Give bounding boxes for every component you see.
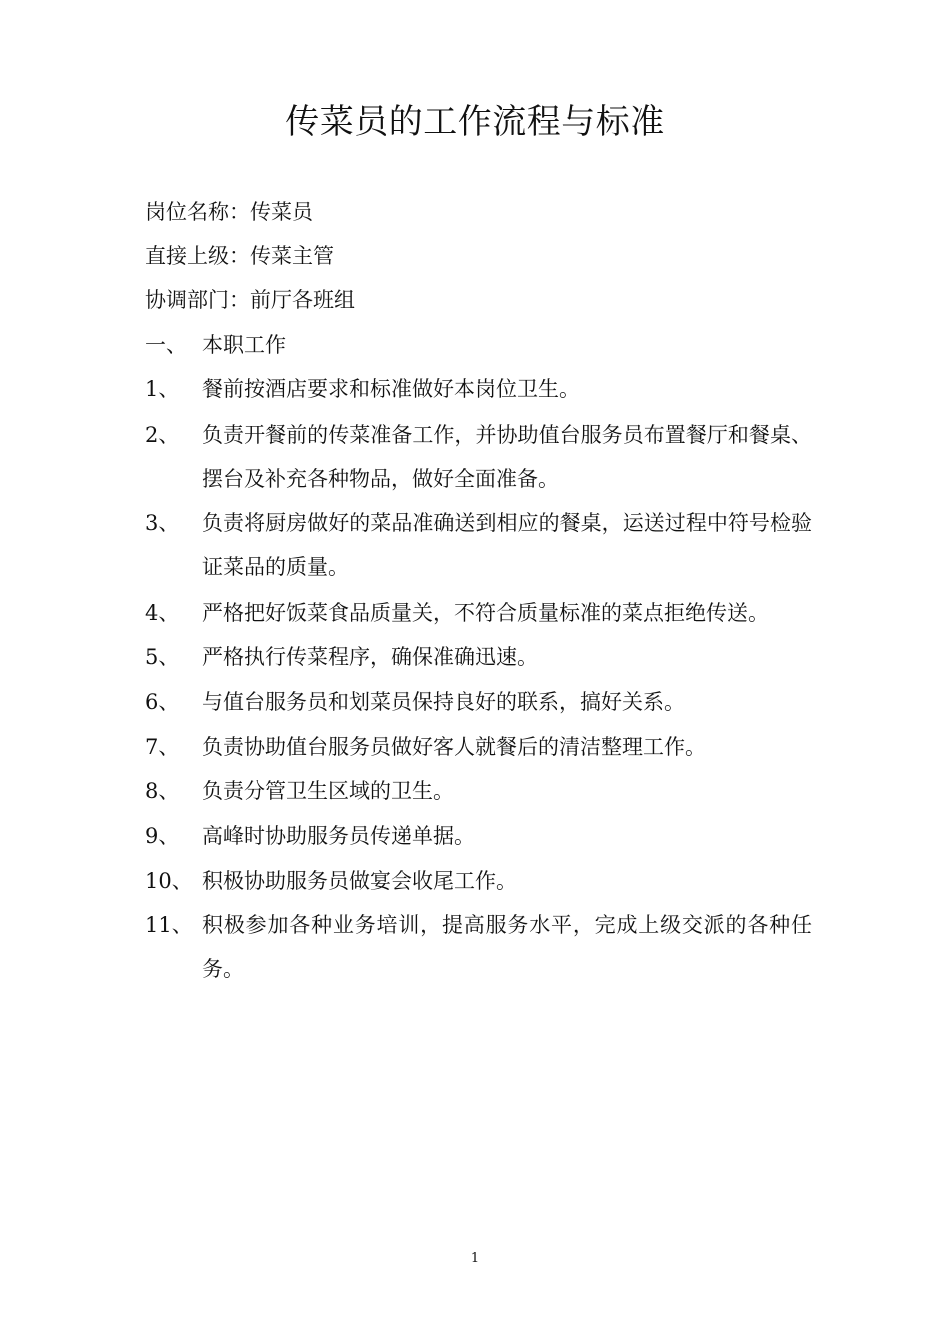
list-item-number: 6、 <box>145 690 180 714</box>
list-item-text: 严格执行传菜程序，确保准确迅速。 <box>202 645 538 669</box>
list-item-number: 3、 <box>145 511 180 535</box>
list-item-text: 负责开餐前的传菜准备工作，并协助值台服务员布置餐厅和餐桌、摆台及补充各种物品，做好全面准备。 <box>202 423 812 491</box>
position-name-line: 岗位名称：传菜员 <box>145 200 313 224</box>
list-item-text: 积极协助服务员做宴会收尾工作。 <box>202 869 517 893</box>
list-item-number: 10、 <box>145 869 193 893</box>
list-item-text: 负责将厨房做好的菜品准确送到相应的餐桌，运送过程中符号检验证菜品的质量。 <box>202 511 812 579</box>
section-title: 本职工作 <box>202 333 286 357</box>
list-item-number: 2、 <box>145 423 180 447</box>
section-number: 一、 <box>145 333 187 357</box>
list-item-number: 7、 <box>145 735 180 759</box>
list-item-text: 与值台服务员和划菜员保持良好的联系，搞好关系。 <box>202 690 685 714</box>
list-item-number: 11、 <box>145 913 193 937</box>
list-item-text: 严格把好饭菜食品质量关，不符合质量标准的菜点拒绝传送。 <box>202 601 769 625</box>
list-item-number: 9、 <box>145 824 180 848</box>
list-item-number: 4、 <box>145 601 180 625</box>
document-title: 传菜员的工作流程与标准 <box>285 102 665 142</box>
coordinating-department-line: 协调部门：前厅各班组 <box>145 288 355 312</box>
list-item-text: 餐前按酒店要求和标准做好本岗位卫生。 <box>202 377 580 401</box>
list-item-text: 负责协助值台服务员做好客人就餐后的清洁整理工作。 <box>202 735 706 759</box>
list-item-number: 8、 <box>145 779 180 803</box>
list-item-text: 积极参加各种业务培训，提高服务水平，完成上级交派的各种任务。 <box>202 913 812 981</box>
list-item-text: 高峰时协助服务员传递单据。 <box>202 824 475 848</box>
list-item-text: 负责分管卫生区域的卫生。 <box>202 779 454 803</box>
direct-superior-line: 直接上级：传菜主管 <box>145 244 334 268</box>
list-item-number: 5、 <box>145 645 180 669</box>
list-item-number: 1、 <box>145 377 180 401</box>
page-number: 1 <box>470 1251 480 1266</box>
